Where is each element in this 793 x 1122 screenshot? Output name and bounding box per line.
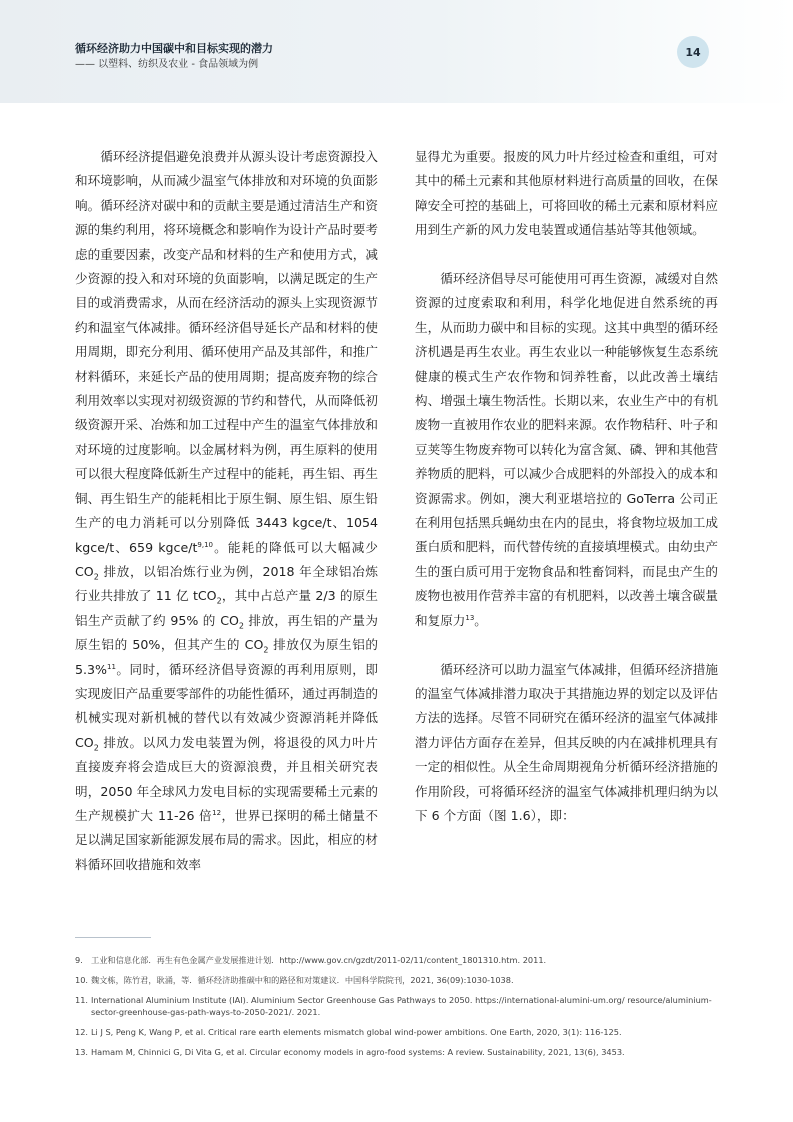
footnote-text: 工业和信息化部．再生有色金属产业发展推进计划．http://www.gov.cn/gzdt/2011-02/11/content_1801310.htm. 2011. bbox=[91, 955, 547, 965]
report-subtitle: —— 以塑料、纺织及农业 - 食品领域为例 bbox=[75, 59, 259, 70]
footnote-item bbox=[75, 954, 725, 966]
footnote-item bbox=[75, 974, 725, 986]
paragraph-circular-economy-intro: 循环经济提倡避免浪费并从源头设计考虑资源投入和环境影响，从而减少温室气体排放和对环境的负面影响。循环经济对碳中和的贡献主要是通过清洁生产和资源的集约利用，将环境概念和影响作为设计产品时要考虑的重要因素，改变产品和材料的生产和使用方式，减少资源的投入和对环境的负面影响，以满足既定的生产目的或消费需求，从而在经济活动的源头上实现资源节约和温室气体减排。循环经济倡导延长产品和材料的使用周期，即充分利用、循环使用产品及其部件，和推广材料循环，来延长产品的使用周期；提高废弃物的综合利用效率以实现对初级资源的节约和替代，从而降低初级资源开采、冶炼和加工过程中产生的温室气体排放和对环境的过度影响。以金属材料为例，再生原料的使用可以很大程度降低新生产过程中的能耗，再生铝、再生铜、再生铅生产的能耗相比于原生铜、原生铝、原生铅生产的电力消耗可以分别降低 3443 kgce/t、1054 kgce/t、659 kgce/$t^{9,10}$。能耗的降低可以大幅减少 $CO_2$ 排放，以铝冶炼行业为例，2018 年全球铝冶炼行业共排放了 11 亿 tCO$_2$，其中占总产量 2/3 的原生铝生产贡献了约 95% 的 $CO_2$ 排放，再生铝的产量为原生铝的 50%，但其产生的 $CO_2$ 排放仅为原生铝的 5.3%$^{11}$。同时，循环经济倡导资源的再利用原则，即实现废旧产品重要零部件的功能性循环，通过再制造的机械实现对新机械的替代以有效减少资源消耗并降低 $CO_2$ 排放。以风力发电装置为例，将退役的风力叶片直接废弃将会造成巨大的资源浪费，并且相关研究表明，2050 年全球风力发电目标的实现需要稀土元素的生产规模扩大 11-26 倍$^{12}$，世界已探明的稀土储量不足以满足国家新能源发展布局的需求。因此，相应的材料循环回收措施和效率 bbox=[75, 149, 378, 872]
paragraph-regenerative-agriculture: 循环经济倡导尽可能使用可再生资源，减缓对自然资源的过度索取和利用，科学化地促进自然系统的再生，从而助力碳中和目标的实现。这其中典型的循环经济机遇是再生农业。再生农业以一种能够恢复生态系统健康的模式生产农作物和饲养牲畜，以此改善土壤结构、增强土壤生物活性。长期以来，农业生产中的有机废物一直被用作农业的肥料来源。农作物秸秆、叶子和豆荚等生物废弃物可以转化为富含氮、磷、钾和其他营养物质的肥料，可以减少合成肥料的外部投入的成本和资源需求。例如，澳大利亚堪培拉的 GoTerra 公司正在利用包括黑兵蝇幼虫在内的昆虫，将食物垃圾加工成蛋白质和肥料，而代替传统的直接填埋模式。由幼虫产生的蛋白质可用于宠物食品和牲畜饲料，而昆虫产生的废物也被用作营养丰富的有机肥料，以改善土壤含碳量和复原力$^{13}$。 bbox=[415, 271, 718, 628]
footnotes bbox=[75, 954, 725, 1066]
footnote-item bbox=[75, 1026, 725, 1038]
footnote-number: 10. bbox=[75, 975, 89, 985]
footnote-text: Hamam M, Chinnici G, Di Vita G, et al. Circular economy models in agro-food systems: A review. Sustainability, 2021, 13(6), 3453. bbox=[91, 1047, 625, 1057]
footnote-number: 13. bbox=[75, 1047, 89, 1057]
footnote-divider bbox=[75, 937, 151, 938]
footnote-item bbox=[75, 994, 725, 1018]
footnote-ref-13: 13 bbox=[465, 613, 475, 622]
right-column bbox=[415, 145, 718, 828]
footnote-ref-12: 12 bbox=[212, 808, 222, 817]
footnote-number: 9. bbox=[75, 955, 83, 965]
footnote-item bbox=[75, 1046, 725, 1058]
page-number-badge: 14 bbox=[677, 36, 709, 68]
page-header bbox=[0, 0, 793, 103]
paragraph-continuation: 显得尤为重要。报废的风力叶片经过检查和重组，可对其中的稀土元素和其他原材料进行高质量的回收，在保障安全可控的基础上，可将回收的稀土元素和原材料应用到生产新的风力发电装置或通信基站等其他领域。 bbox=[415, 149, 718, 238]
footnote-text: International Aluminium Institute (IAI). Aluminium Sector Greenhouse Gas Pathways to 2050. https://international-alumini-um.org/ resource/aluminium-sector-greenhouse-gas-path-ways-to-2050-2021/. 2021. bbox=[91, 995, 712, 1017]
footnote-ref-9-10: 9,10 bbox=[197, 540, 213, 549]
footnote-number: 12. bbox=[75, 1027, 89, 1037]
footnote-text: 魏文栋，陈竹君，耿涌，等．循环经济助推碳中和的路径和对策建议．中国科学院院刊，2021, 36(09):1030-1038. bbox=[91, 975, 514, 985]
left-column bbox=[75, 145, 378, 877]
paragraph-ghg-mechanisms: 循环经济可以助力温室气体减排，但循环经济措施的温室气体减排潜力取决于其措施边界的划定以及评估方法的选择。尽管不同研究在循环经济的温室气体减排潜力评估方面存在差异，但其反映的内在减排机理具有一定的相似性。从全生命周期视角分析循环经济措施的作用阶段，可将循环经济的温室气体减排机理归纳为以下 6 个方面（图 1.6），即： bbox=[415, 661, 718, 823]
footnote-ref-11: 11 bbox=[107, 662, 116, 671]
footnote-text: Li J S, Peng K, Wang P, et al. Critical rare earth elements mismatch global wind-power ambitions. One Earth, 2020, 3(1): 116-125. bbox=[91, 1027, 622, 1037]
footnote-number: 11. bbox=[75, 995, 89, 1005]
report-title: 循环经济助力中国碳中和目标实现的潜力 bbox=[75, 42, 273, 55]
